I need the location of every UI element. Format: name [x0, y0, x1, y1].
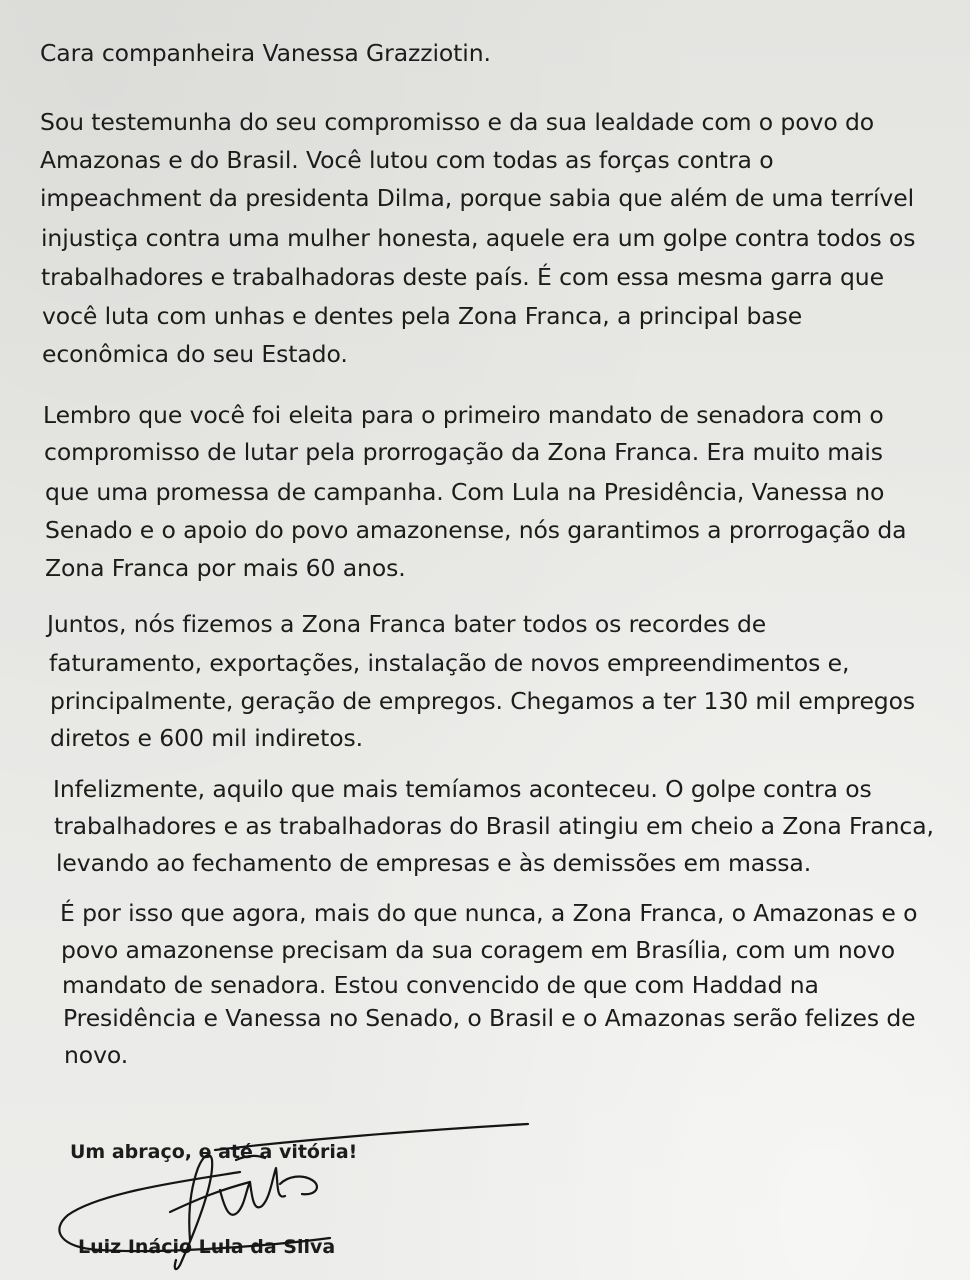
salutation: Cara companheira Vanessa Grazziotin.	[40, 39, 491, 67]
text-line: Amazonas e do Brasil. Você lutou com todas as forças contra o	[40, 146, 774, 174]
signature-stroke	[280, 1177, 317, 1195]
signature-stroke	[236, 1156, 265, 1160]
text-line: novo.	[64, 1041, 129, 1069]
signature-stroke	[175, 1155, 212, 1269]
closing-text: Um abraço, e até a vitória!	[70, 1141, 358, 1163]
text-line: injustiça contra uma mulher honesta, aquele era um golpe contra todos os	[41, 224, 916, 252]
text-line: Sou testemunha do seu compromisso e da sua lealdade com o povo do	[40, 108, 875, 136]
text-line: Infelizmente, aquilo que mais temíamos aconteceu. O golpe contra os	[53, 775, 872, 803]
text-line: você luta com unhas e dentes pela Zona Franca, a principal base	[42, 302, 803, 330]
signature-stroke	[220, 1168, 285, 1215]
text-line: povo amazonense precisam da sua coragem em Brasília, com um novo	[61, 936, 895, 964]
text-line: impeachment da presidenta Dilma, porque sabia que além de uma terrível	[40, 184, 914, 212]
text-line: compromisso de lutar pela prorrogação da Zona Franca. Era muito mais	[44, 438, 883, 466]
text-line: faturamento, exportações, instalação de novos empreendimentos e,	[49, 649, 850, 677]
text-line: trabalhadores e as trabalhadoras do Brasil atingiu em cheio a Zona Franca,	[54, 812, 934, 840]
text-line: Presidência e Vanessa no Senado, o Brasil e o Amazonas serão felizes de	[63, 1004, 916, 1032]
text-line: que uma promessa de campanha. Com Lula na Presidência, Vanessa no	[45, 478, 885, 506]
text-line: É por isso que agora, mais do que nunca, a Zona Franca, o Amazonas e o	[60, 899, 918, 927]
handwritten-signature	[40, 1120, 540, 1280]
text-line: Lembro que você foi eleita para o primeiro mandato de senadora com o	[43, 401, 884, 429]
text-line: Juntos, nós fizemos a Zona Franca bater todos os recordes de	[47, 610, 767, 638]
text-line: principalmente, geração de empregos. Chegamos a ter 130 mil empregos	[50, 687, 916, 715]
text-line: diretos e 600 mil indiretos.	[50, 724, 364, 752]
text-line: Senado e o apoio do povo amazonense, nós garantimos a prorrogação da	[45, 516, 907, 544]
text-line: trabalhadores e trabalhadoras deste país. É com essa mesma garra que	[41, 263, 884, 291]
signatory-name: Luiz Inácio Lula da Silva	[78, 1236, 336, 1258]
signature-stroke	[215, 1124, 528, 1150]
text-line: econômica do seu Estado.	[42, 340, 348, 368]
text-line: Zona Franca por mais 60 anos.	[45, 554, 406, 582]
signature-stroke	[59, 1172, 330, 1251]
text-line: levando ao fechamento de empresas e às demissões em massa.	[56, 849, 812, 877]
text-line: mandato de senadora. Estou convencido de que com Haddad na	[62, 971, 819, 999]
